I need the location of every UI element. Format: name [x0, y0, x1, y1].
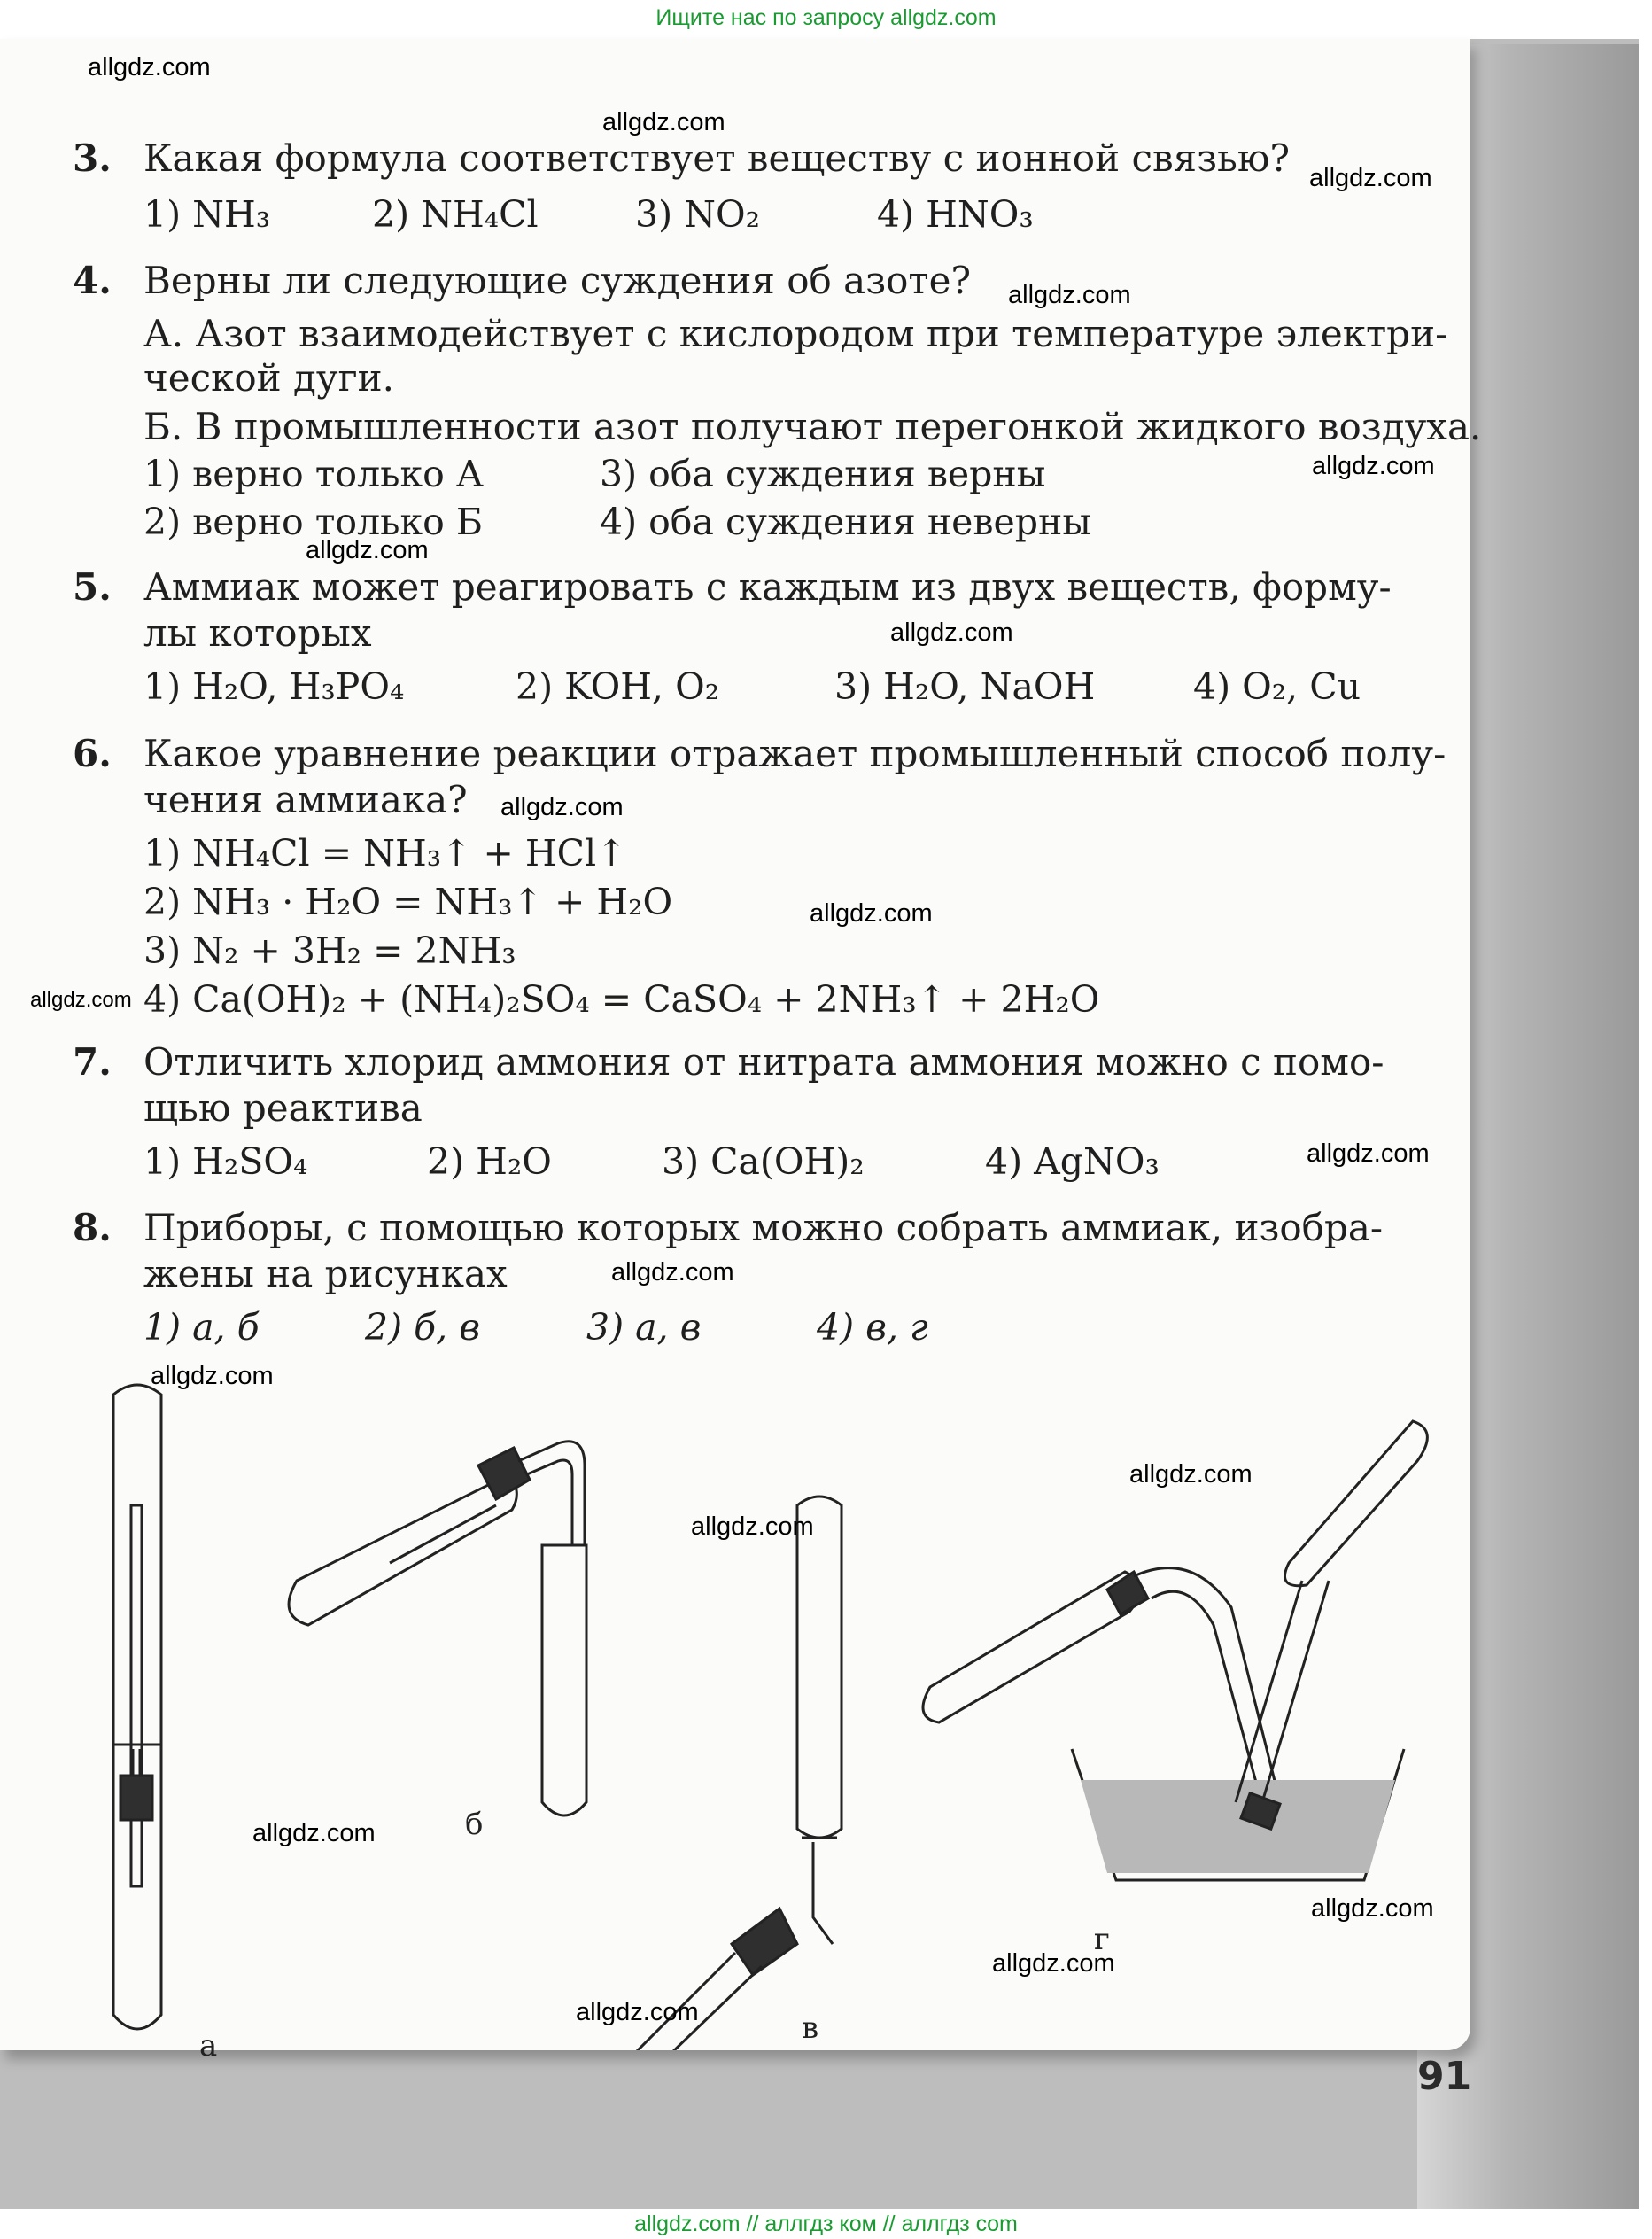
question-text: Приборы, с помощью которых можно собрать аммиак, изобра-: [143, 1206, 1384, 1249]
question-text-continued: щью реактива: [143, 1086, 423, 1130]
watermark: allgdz.com: [576, 1998, 699, 2026]
question-number: 7.: [73, 1040, 112, 1084]
answer-option: 3) Ca(OH)₂: [662, 1140, 865, 1183]
watermark: allgdz.com: [992, 1949, 1115, 1978]
answer-option: 1) H₂SO₄: [143, 1140, 308, 1183]
answer-option: 2) NH₄Cl: [372, 193, 539, 236]
answer-option: 3) NO₂: [635, 193, 761, 236]
watermark: allgdz.com: [611, 1258, 734, 1287]
watermark: allgdz.com: [500, 793, 624, 821]
answer-option: 4) оба суждения неверны: [600, 501, 1091, 543]
answer-option: 1) верно только А: [143, 453, 484, 495]
answer-option: 4) Ca(OH)₂ + (NH₄)₂SO₄ = CaSO₄ + 2NH₃↑ + 2H₂O: [143, 978, 1100, 1021]
page-number: 91: [1417, 2054, 1472, 2099]
watermark: allgdz.com: [1311, 1894, 1434, 1923]
answer-option: 2) верно только Б: [143, 501, 483, 543]
figure-label-a: а: [199, 2028, 218, 2064]
figure-label-g: г: [1094, 1922, 1110, 1957]
answer-option: 1) NH₄Cl = NH₃↑ + HCl↑: [143, 832, 627, 875]
figure-label-v: в: [802, 2010, 819, 2046]
textbook-page: [0, 39, 1482, 2064]
question-number: 6.: [73, 732, 112, 775]
watermark: allgdz.com: [602, 108, 725, 136]
watermark: allgdz.com: [1312, 452, 1435, 480]
answer-option: 2) H₂O: [427, 1140, 552, 1183]
answer-option: 1) NH₃: [143, 193, 271, 236]
question-text: Какая формула соответствует веществу с ионной связью?: [143, 136, 1290, 180]
answer-option: 2) NH₃ · H₂O = NH₃↑ + H₂O: [143, 881, 673, 923]
watermark: allgdz.com: [1307, 1139, 1430, 1168]
answer-option: 1) а, б: [143, 1306, 260, 1349]
question-text: Отличить хлорид аммония от нитрата аммония можно с помо-: [143, 1040, 1384, 1084]
answer-option: 4) в, г: [817, 1306, 928, 1349]
watermark: allgdz.com: [1309, 164, 1432, 192]
watermark: allgdz.com: [30, 988, 132, 1012]
watermark: allgdz.com: [1129, 1460, 1253, 1489]
question-number: 8.: [73, 1206, 112, 1249]
answer-option: 3) а, в: [586, 1306, 702, 1349]
question-text: Аммиак может реагировать с каждым из двух веществ, форму-: [143, 565, 1392, 609]
question-text: Какое уравнение реакции отражает промышленный способ полу-: [143, 732, 1446, 775]
apparatus-a: [113, 1385, 161, 2029]
answer-option: 2) KOH, O₂: [516, 665, 720, 708]
answer-option: 2) б, в: [365, 1306, 481, 1349]
watermark: allgdz.com: [151, 1362, 274, 1390]
question-text-continued: жены на рисунках: [143, 1252, 508, 1295]
statement-b: Б. В промышленности азот получают перегонкой жидкого воздуха.: [143, 405, 1482, 448]
watermark: allgdz.com: [691, 1512, 814, 1541]
apparatus-v: [620, 1497, 842, 2050]
answer-option: 4) O₂, Cu: [1193, 665, 1361, 708]
apparatus-figure: [0, 39, 1470, 2050]
watermark: allgdz.com: [88, 53, 211, 82]
question-number: 5.: [73, 565, 112, 609]
question-text-continued: чения аммиака?: [143, 778, 468, 821]
watermark: allgdz.com: [810, 899, 933, 928]
answer-option: 4) HNO₃: [877, 193, 1034, 236]
watermark: allgdz.com: [1008, 281, 1131, 309]
question-text-continued: лы которых: [143, 611, 372, 655]
statement-a-continued: ческой дуги.: [143, 356, 394, 400]
question-text: Верны ли следующие суждения об азоте?: [143, 259, 972, 302]
answer-option: 1) H₂O, H₃PO₄: [143, 665, 405, 708]
figure-label-b: б: [465, 1807, 484, 1842]
watermark: allgdz.com: [306, 536, 429, 564]
apparatus-b: [289, 1442, 586, 1815]
top-banner: Ищите нас по запросу allgdz.com: [655, 5, 997, 30]
watermark: allgdz.com: [890, 618, 1013, 647]
answer-option: 3) оба суждения верны: [600, 453, 1046, 495]
statement-a: А. Азот взаимодействует с кислородом при температуре электри-: [143, 312, 1448, 355]
question-number: 4.: [73, 259, 112, 302]
apparatus-g: [923, 1421, 1427, 1880]
answer-option: 3) H₂O, NaOH: [834, 665, 1096, 708]
watermark: allgdz.com: [252, 1819, 376, 1847]
answer-option: 3) N₂ + 3H₂ = 2NH₃: [143, 929, 516, 972]
answer-option: 4) AgNO₃: [985, 1140, 1160, 1183]
question-number: 3.: [73, 136, 112, 180]
bottom-banner: allgdz.com // аллгдз ком // аллгдз com: [634, 2212, 1018, 2236]
